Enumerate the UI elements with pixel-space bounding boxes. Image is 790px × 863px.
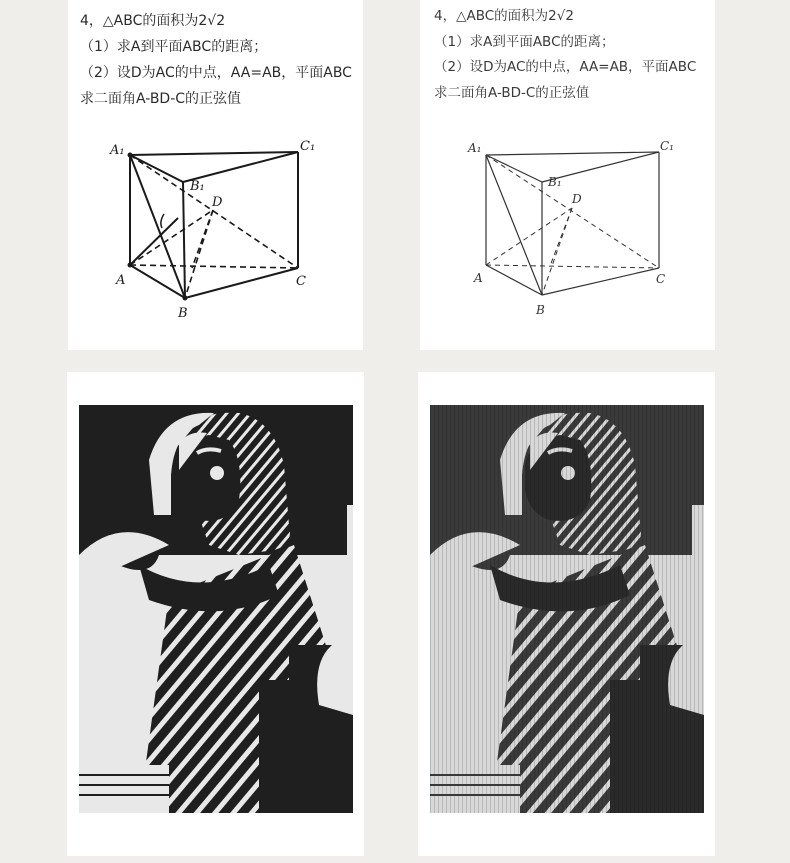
original-art-card xyxy=(67,372,364,856)
label-c1-scanned: C₁ xyxy=(660,139,674,153)
scanned-math-card xyxy=(420,0,715,350)
problem-line-2-scanned: （1）求A到平面ABC的距离； xyxy=(434,33,615,50)
problem-line-1: 4，△ABC的面积为2√2 xyxy=(80,13,226,29)
label-a: A xyxy=(116,273,126,288)
label-c1: C₁ xyxy=(300,139,316,154)
edge-a1c1 xyxy=(130,152,298,155)
problem-text xyxy=(80,8,352,112)
original-math-card xyxy=(68,0,363,350)
label-a1-scanned: A₁ xyxy=(468,141,482,155)
label-b: B xyxy=(178,306,188,321)
edge-a1b xyxy=(130,155,185,298)
edge-b1b xyxy=(183,182,185,298)
problem-line-2: （1）求A到平面ABC的距离； xyxy=(80,39,268,55)
dashed-a1c xyxy=(130,155,298,268)
label-d-scanned: D xyxy=(572,192,582,206)
woman-illustration-scanned xyxy=(430,405,704,813)
label-b1: B₁ xyxy=(190,179,205,194)
problem-line-1-scanned: 4，△ABC的面积为2√2 xyxy=(434,8,574,24)
problem-line-3: （2）设D为AC的中点，AA=AB，平面ABC xyxy=(80,65,352,81)
label-a-scanned: A xyxy=(474,271,483,285)
dashed-d-foot xyxy=(192,210,213,268)
prism-figure-scanned xyxy=(464,130,694,330)
dashed-ac xyxy=(130,265,298,268)
woman-illustration xyxy=(79,405,353,813)
problem-text-scanned xyxy=(434,4,696,106)
label-c: C xyxy=(296,274,306,289)
edge-b1c1 xyxy=(183,152,298,182)
label-a1: A₁ xyxy=(110,143,125,158)
scanned-art-card xyxy=(418,372,715,856)
angle-mark xyxy=(161,214,164,228)
label-d: D xyxy=(212,195,223,210)
label-b1-scanned: B₁ xyxy=(548,175,562,189)
edge-a-mid xyxy=(130,218,178,265)
edge-bc xyxy=(185,268,298,298)
problem-line-3-scanned: （2）设D为AC的中点，AA=AB，平面ABC xyxy=(434,59,697,75)
prism-figure xyxy=(108,130,328,330)
edge-ab xyxy=(130,265,185,298)
label-c-scanned: C xyxy=(656,272,666,286)
problem-line-4: 求二面角A-BD-C的正弦值 xyxy=(80,91,242,107)
label-b-scanned: B xyxy=(536,303,545,317)
dashed-ad xyxy=(130,210,213,265)
problem-line-4-scanned: 求二面角A-BD-C的正弦值 xyxy=(434,84,590,101)
